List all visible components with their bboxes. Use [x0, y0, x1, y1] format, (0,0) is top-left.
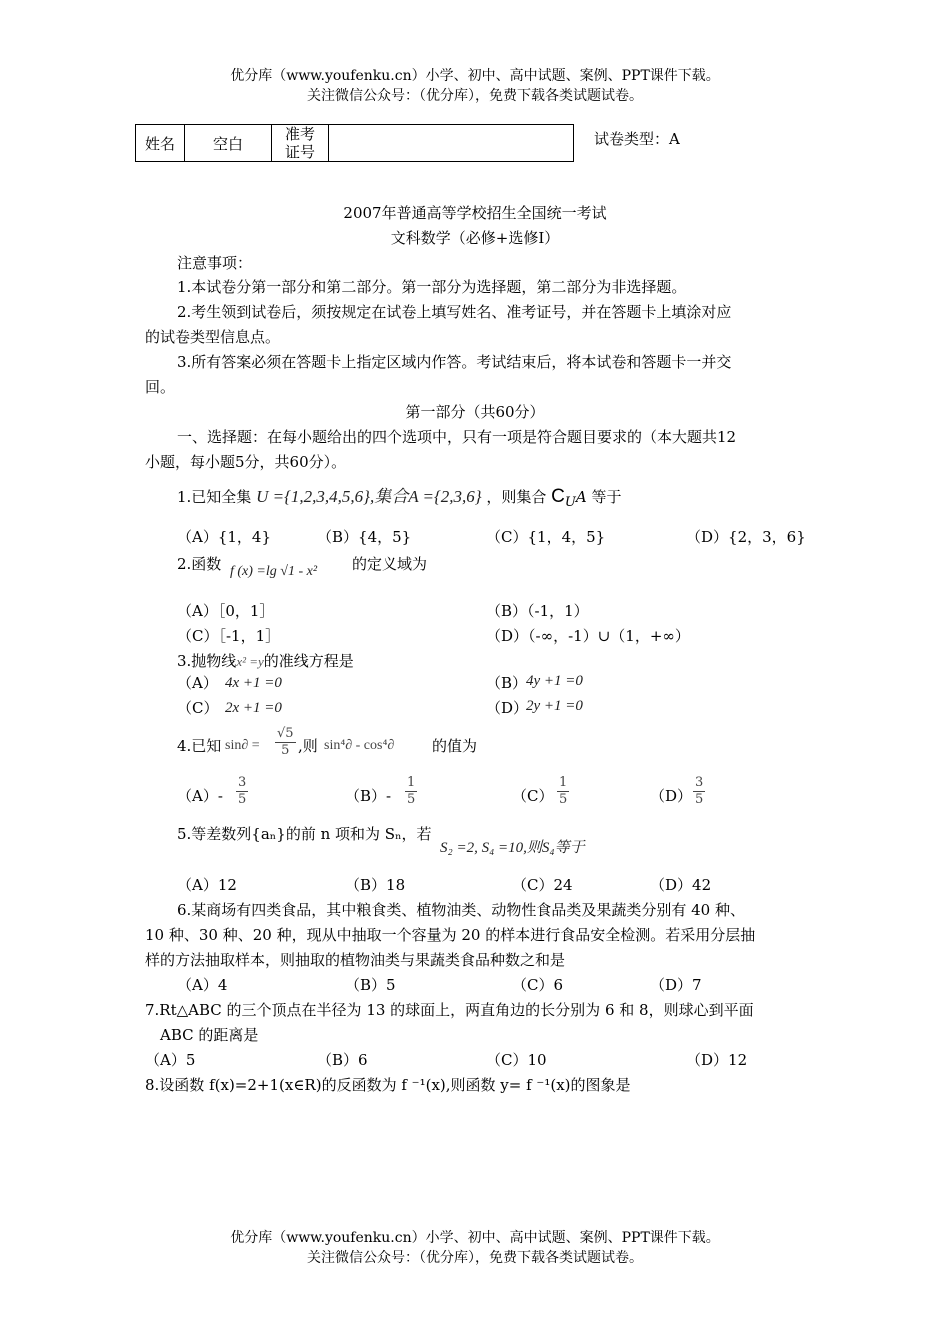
q4-fraction — [275, 726, 296, 759]
q3-option-d: 2y +1 =0 — [526, 698, 583, 714]
q3-option-c-label: （C） — [177, 699, 219, 717]
q1-complement: C — [551, 486, 565, 507]
q3-stem — [177, 650, 354, 671]
footer-line-1: 优分库（www.youfenku.cn）小学、初中、高中试题、案例、PPT课件下载。 — [230, 1230, 720, 1246]
q7-line-1: 7.Rt△ABC 的三个顶点在半径为 13 的球面上，两直角边的长分别为 6 和 8，则球心到平面 — [145, 1001, 754, 1019]
footer-line-2: 关注微信公众号：（优分库），免费下载各类试题试卷。 — [307, 1250, 643, 1266]
q4-fraction-den: 5 — [281, 743, 290, 758]
exam-id-label-2: 证号 — [284, 143, 315, 161]
q2-option-a: （A）［0，1］ — [177, 602, 275, 620]
q6-line-2: 10 种、30 种、20 种，现从中抽取一个容量为 20 的样本进行食品安全检测。若采用分层抽 — [145, 926, 756, 944]
q3-option-a: 4x +1 =0 — [225, 675, 282, 691]
q4-option-a-label: （A）- — [177, 787, 223, 805]
q1-option-d: （D）{2，3，6} — [686, 528, 806, 546]
q2-formula: f (x) =lg √1 - x² — [230, 564, 318, 579]
q3-option-b-label: （B） — [486, 674, 528, 692]
exam-id-label-1: 准考 — [284, 125, 315, 143]
q4-prefix: 4.已知 — [177, 737, 222, 755]
q3-formula: x² =y — [236, 654, 264, 669]
q2-prefix: 2.函数 — [177, 555, 222, 573]
q4-option-c-frac — [557, 775, 569, 808]
note-3a: 3.所有答案必须在答题卡上指定区域内作答。考试结束后，将本试卷和答题卡一并交 — [177, 353, 732, 371]
q7-option-a: （A）5 — [145, 1051, 196, 1069]
note-3b: 回。 — [145, 378, 176, 396]
notes-heading: 注意事项： — [177, 254, 253, 272]
q6-option-b: （B）5 — [345, 976, 396, 994]
header-line-1: 优分库（www.youfenku.cn）小学、初中、高中试题、案例、PPT课件下载。 — [230, 68, 720, 84]
q3-option-c: 2x +1 =0 — [225, 700, 282, 716]
q4-suffix: 的值为 — [432, 737, 478, 755]
info-table — [135, 124, 574, 162]
q6-option-a: （A）4 — [177, 976, 228, 994]
q4-option-d-num: 3 — [695, 775, 704, 790]
q7-option-d: （D）12 — [686, 1051, 748, 1069]
note-2a: 2.考生领到试卷后，须按规定在试卷上填写姓名、准考证号，并在答题卡上填涂对应 — [177, 303, 732, 321]
q6-line-1: 6.某商场有四类食品，其中粮食类、植物油类、动物性食品类及果蔬类分别有 40 种、 — [177, 901, 745, 919]
part1-intro-a: 一、选择题：在每小题给出的四个选项中，只有一项是符合题目要求的（本大题共12 — [177, 428, 737, 446]
name-label: 姓名 — [136, 125, 185, 162]
q4-option-c-num: 1 — [559, 775, 568, 790]
q4-option-c-label: （C） — [512, 787, 554, 805]
q7-option-c: （C）10 — [486, 1051, 547, 1069]
q3-suffix: 的准线方程是 — [263, 652, 354, 670]
q4-option-a-frac — [236, 775, 248, 808]
q1-option-c: （C）{1，4，5} — [486, 528, 606, 546]
q4-option-d-den: 5 — [695, 792, 704, 807]
q3-option-a-label: （A） — [177, 674, 218, 692]
q1-option-a: （A）{1，4} — [177, 528, 272, 546]
q3-prefix: 3.抛物线 — [177, 652, 237, 670]
note-1: 1.本试卷分第一部分和第二部分。第一部分为选择题，第二部分为非选择题。 — [177, 278, 687, 296]
exam-subtitle: 文科数学（必修+选修Ⅰ） — [390, 229, 560, 247]
q4-option-b-label: （B）- — [345, 787, 392, 805]
part1-intro-b: 小题，每小题5分，共60分）。 — [145, 453, 347, 471]
q6-option-c: （C）6 — [512, 976, 564, 994]
exam-id-value — [329, 125, 574, 162]
q1-end: 等于 — [591, 488, 622, 506]
q1-sub: U — [564, 495, 576, 510]
name-value: 空白 — [185, 125, 272, 162]
q2-option-d: （D）（-∞，-1）∪（1，+∞） — [486, 627, 690, 645]
q1-option-b: （B）{4，5} — [317, 528, 412, 546]
q8-text: 8.设函数 f(x)=2+1(x∈R)的反函数为 f ⁻¹(x),则函数 y= f ⁻¹(x)的图象是 — [145, 1076, 631, 1094]
q1-set: A — [575, 488, 587, 506]
q4-option-d-label: （D） — [650, 787, 693, 805]
q4-mid: ,则 — [298, 737, 318, 755]
q4-option-b-frac — [405, 775, 417, 808]
part1-heading: 第一部分（共60分） — [405, 403, 545, 421]
q4-sin: sin∂ = — [225, 738, 260, 753]
q4-option-c-den: 5 — [559, 792, 568, 807]
q6-line-3: 样的方法抽取样本，则抽取的植物油类与果蔬类食品种数之和是 — [145, 951, 566, 969]
q4-expr: sin⁴∂ - cos⁴∂ — [324, 738, 395, 753]
q5-option-b: （B）18 — [345, 876, 406, 894]
exam-id-label — [272, 125, 329, 162]
q1-formula: U ={1,2,3,4,5,6},集合A ={2,3,6} — [256, 487, 482, 506]
header-line-2: 关注微信公众号：（优分库），免费下载各类试题试卷。 — [307, 88, 643, 104]
q4-option-d-frac — [693, 775, 705, 808]
q4-option-a-num: 3 — [238, 775, 247, 790]
q6-option-d: （D）7 — [650, 976, 702, 994]
q4-option-b-num: 1 — [407, 775, 416, 790]
q3-option-d-label: （D） — [486, 699, 529, 717]
q4-fraction-num: √5 — [277, 726, 294, 741]
q2-option-b: （B）（-1，1） — [486, 602, 589, 620]
q7-line-2: ABC 的距离是 — [160, 1026, 259, 1044]
q2-option-c: （C）［-1，1］ — [177, 627, 281, 645]
q5-formula: S₂ =2, S₄ =10,则S₄等于 — [440, 840, 585, 856]
q7-option-b: （B）6 — [317, 1051, 368, 1069]
exam-title: 2007年普通高等学校招生全国统一考试 — [343, 204, 607, 222]
q1-suffix: ，则集合 — [486, 488, 547, 506]
q4-option-a-den: 5 — [238, 792, 247, 807]
q5-option-d: （D）42 — [650, 876, 712, 894]
q5-text: 5.等差数列{aₙ}的前 n 项和为 Sₙ，若 — [177, 825, 432, 843]
q3-option-b: 4y +1 =0 — [526, 673, 583, 689]
note-2b: 的试卷类型信息点。 — [145, 328, 281, 346]
q2-suffix: 的定义域为 — [352, 555, 428, 573]
q4-option-b-den: 5 — [407, 792, 416, 807]
paper-type: 试卷类型：A — [594, 130, 680, 148]
q5-option-c: （C）24 — [512, 876, 573, 894]
q5-option-a: （A）12 — [177, 876, 237, 894]
q1-stem — [177, 482, 622, 510]
q1-prefix: 1.已知全集 — [177, 488, 252, 506]
